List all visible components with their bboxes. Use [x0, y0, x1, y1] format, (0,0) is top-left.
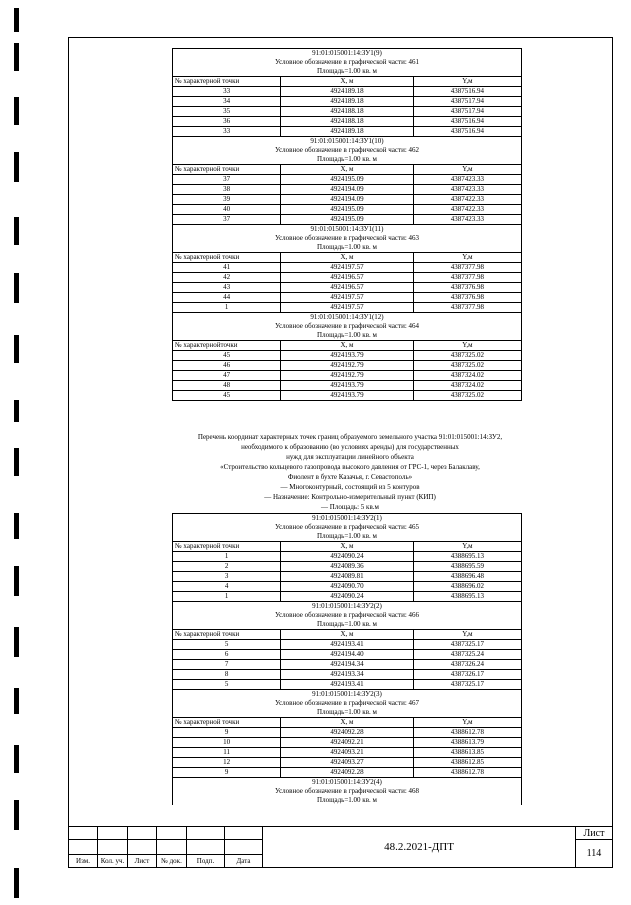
section-id: 91:01:015001:14:ЗУ1(9)	[173, 49, 522, 59]
table-row	[173, 738, 522, 748]
section-symbol: Условное обозначение в графической части: 464	[173, 322, 522, 331]
y-coordinate: 4387423.33	[413, 175, 521, 185]
sheet-number: 114	[576, 840, 613, 868]
y-coordinate: 4388613.79	[413, 738, 521, 748]
point-number: 7	[173, 660, 281, 670]
section-symbol: Условное обозначение в графической части: 463	[173, 234, 522, 243]
x-coordinate: 4924092.21	[281, 738, 414, 748]
x-coordinate: 4924197.57	[281, 263, 414, 273]
section-area: Площадь=1.00 кв. м	[173, 67, 522, 77]
coordinates-table-zu2	[172, 513, 522, 805]
y-coordinate: 4388696.02	[413, 582, 521, 592]
section-symbol: Условное обозначение в графической части: 465	[173, 523, 522, 532]
binder-mark	[14, 627, 19, 657]
binder-mark	[14, 8, 19, 32]
point-number: 34	[173, 97, 281, 107]
y-coordinate: 4388695.59	[413, 562, 521, 572]
table-row	[173, 640, 522, 650]
y-coordinate: 4388612.78	[413, 768, 521, 778]
stamp-izm: Изм.	[69, 854, 98, 867]
x-coordinate: 4924093.21	[281, 748, 414, 758]
binder-mark	[14, 400, 19, 422]
binder-mark	[14, 43, 19, 71]
x-coordinate: 4924193.79	[281, 381, 414, 391]
section-area: Площадь=1.00 кв. м	[173, 532, 522, 542]
table-row	[173, 97, 522, 107]
description-line: Фиолент в бухте Казачья, г. Севастополь»	[287, 473, 413, 481]
description-line: Перечень координат характерных точек границ образуемого земельного участка 91:01:015001:14:ЗУ2,	[197, 433, 503, 441]
y-coordinate: 4387326.24	[413, 660, 521, 670]
y-coordinate: 4387517.94	[413, 107, 521, 117]
table-row	[173, 582, 522, 592]
x-coordinate: 4924192.79	[281, 361, 414, 371]
section-id: 91:01:015001:14:ЗУ1(12)	[173, 313, 522, 323]
description-line: — Назначение: Контрольно-измерительный пункт (КИП)	[264, 493, 436, 501]
section-symbol: Условное обозначение в графической части: 468	[173, 787, 522, 796]
x-coordinate: 4924189.18	[281, 127, 414, 137]
y-coordinate: 4387377.98	[413, 273, 521, 283]
section-area: Площадь=1.00 кв. м	[173, 155, 522, 165]
y-coordinate: 4387325.02	[413, 361, 521, 371]
point-number: 33	[173, 87, 281, 97]
binder-mark	[14, 745, 19, 773]
table-row	[173, 117, 522, 127]
point-number: 6	[173, 650, 281, 660]
section-area: Площадь=1.00 кв. м	[173, 708, 522, 718]
y-coordinate: 4387423.33	[413, 185, 521, 195]
y-coordinate: 4388613.85	[413, 748, 521, 758]
table-row	[173, 127, 522, 137]
point-number: 45	[173, 351, 281, 361]
point-number: 5	[173, 680, 281, 690]
x-coordinate: 4924188.18	[281, 107, 414, 117]
column-header-point: № характерной точки	[173, 630, 281, 640]
point-number: 37	[173, 175, 281, 185]
section-id: 91:01:015001:14:ЗУ1(11)	[173, 225, 522, 235]
table-row	[173, 670, 522, 680]
point-number: 46	[173, 361, 281, 371]
x-coordinate: 4924197.57	[281, 303, 414, 313]
y-coordinate: 4387516.94	[413, 87, 521, 97]
x-coordinate: 4924193.41	[281, 680, 414, 690]
stamp-kol: Кол. уч.	[98, 854, 128, 867]
column-header-x: X, м	[281, 253, 414, 263]
y-coordinate: 4387517.94	[413, 97, 521, 107]
table-row	[173, 273, 522, 283]
table-row	[173, 293, 522, 303]
point-number: 9	[173, 768, 281, 778]
table-row	[173, 562, 522, 572]
column-header-point: № характерной точки	[173, 77, 281, 87]
binder-mark	[14, 152, 19, 182]
table-row	[173, 263, 522, 273]
section-id: 91:01:015001:14:ЗУ2(3)	[173, 690, 522, 700]
table-row	[173, 185, 522, 195]
section-id: 91:01:015001:14:ЗУ2(2)	[173, 602, 522, 612]
point-number: 35	[173, 107, 281, 117]
point-number: 33	[173, 127, 281, 137]
x-coordinate: 4924090.24	[281, 552, 414, 562]
y-coordinate: 4387325.02	[413, 351, 521, 361]
point-number: 11	[173, 748, 281, 758]
point-number: 40	[173, 205, 281, 215]
point-number: 38	[173, 185, 281, 195]
table-row	[173, 391, 522, 401]
x-coordinate: 4924194.40	[281, 650, 414, 660]
table-row	[173, 748, 522, 758]
x-coordinate: 4924189.18	[281, 97, 414, 107]
table-row	[173, 87, 522, 97]
binder-mark	[14, 800, 19, 830]
y-coordinate: 4388612.78	[413, 728, 521, 738]
x-coordinate: 4924192.79	[281, 371, 414, 381]
table-row	[173, 205, 522, 215]
coordinates-block-1	[172, 48, 522, 401]
x-coordinate: 4924195.09	[281, 215, 414, 225]
point-number: 48	[173, 381, 281, 391]
column-header-point: № характернойточки	[173, 341, 281, 351]
column-header-y: Y,м	[413, 718, 521, 728]
table-row	[173, 381, 522, 391]
binder-mark	[14, 217, 19, 245]
binder-mark	[14, 513, 19, 539]
sheet-label: Лист	[576, 827, 613, 840]
column-header-point: № характерной точки	[173, 253, 281, 263]
table-row	[173, 768, 522, 778]
point-number: 2	[173, 562, 281, 572]
description-line: «Строительство кольцевого газопровода высокого давления от ГРС-1, через Балаклаву,	[220, 463, 480, 471]
column-header-x: X, м	[281, 165, 414, 175]
description-line: — Площадь: 5 кв.м	[321, 503, 379, 511]
point-number: 1	[173, 303, 281, 313]
y-coordinate: 4387325.02	[413, 391, 521, 401]
point-number: 9	[173, 728, 281, 738]
table-row	[173, 107, 522, 117]
y-coordinate: 4387324.02	[413, 381, 521, 391]
column-header-y: Y,м	[413, 630, 521, 640]
x-coordinate: 4924196.57	[281, 283, 414, 293]
section-id: 91:01:015001:14:ЗУ2(4)	[173, 778, 522, 788]
x-coordinate: 4924093.27	[281, 758, 414, 768]
table-row	[173, 650, 522, 660]
table-row	[173, 728, 522, 738]
document-code: 48.2.2021-ДПТ	[263, 827, 576, 868]
table-row	[173, 552, 522, 562]
section-symbol: Условное обозначение в графической части: 466	[173, 611, 522, 620]
section-id: 91:01:015001:14:ЗУ1(10)	[173, 137, 522, 147]
binder-mark	[14, 868, 19, 898]
point-number: 10	[173, 738, 281, 748]
point-number: 37	[173, 215, 281, 225]
section-id: 91:01:015001:14:ЗУ2(1)	[173, 514, 522, 524]
y-coordinate: 4387325.24	[413, 650, 521, 660]
x-coordinate: 4924089.36	[281, 562, 414, 572]
table-row	[173, 361, 522, 371]
section-symbol: Условное обозначение в графической части: 467	[173, 699, 522, 708]
y-coordinate: 4387325.17	[413, 680, 521, 690]
y-coordinate: 4387516.94	[413, 127, 521, 137]
point-number: 47	[173, 371, 281, 381]
binder-mark	[14, 448, 19, 476]
point-number: 4	[173, 582, 281, 592]
table-row	[173, 351, 522, 361]
table-row	[173, 572, 522, 582]
table-row	[173, 371, 522, 381]
y-coordinate: 4388612.85	[413, 758, 521, 768]
column-header-y: Y,м	[413, 77, 521, 87]
y-coordinate: 4388695.13	[413, 592, 521, 602]
x-coordinate: 4924193.41	[281, 640, 414, 650]
table-row	[173, 680, 522, 690]
binder-mark	[14, 566, 19, 596]
binder-mark	[14, 97, 19, 125]
column-header-y: Y,м	[413, 165, 521, 175]
y-coordinate: 4387325.17	[413, 640, 521, 650]
binder-mark	[14, 688, 19, 714]
x-coordinate: 4924194.09	[281, 195, 414, 205]
section-symbol: Условное обозначение в графической части: 462	[173, 146, 522, 155]
y-coordinate: 4388695.13	[413, 552, 521, 562]
y-coordinate: 4387377.98	[413, 303, 521, 313]
point-number: 1	[173, 552, 281, 562]
binder-mark	[14, 335, 19, 363]
point-number: 45	[173, 391, 281, 401]
x-coordinate: 4924092.28	[281, 728, 414, 738]
description-line: — Многоконтурный, состоящий из 5 контуров	[280, 483, 420, 491]
column-header-y: Y,м	[413, 341, 521, 351]
table-row	[173, 758, 522, 768]
y-coordinate: 4387516.94	[413, 117, 521, 127]
x-coordinate: 4924194.34	[281, 660, 414, 670]
y-coordinate: 4387324.02	[413, 371, 521, 381]
stamp-podp: Подп.	[187, 854, 225, 867]
point-number: 43	[173, 283, 281, 293]
column-header-point: № характерной точки	[173, 542, 281, 552]
description-line: необходимого к образованию (во условиях аренды) для государственных	[241, 443, 459, 451]
table-row	[173, 195, 522, 205]
stamp-data: Дата	[225, 854, 263, 867]
column-header-y: Y,м	[413, 253, 521, 263]
column-header-x: X, м	[281, 542, 414, 552]
column-header-y: Y,м	[413, 542, 521, 552]
x-coordinate: 4924195.09	[281, 175, 414, 185]
column-header-point: № характерной точки	[173, 718, 281, 728]
point-number: 39	[173, 195, 281, 205]
x-coordinate: 4924197.57	[281, 293, 414, 303]
column-header-x: X, м	[281, 77, 414, 87]
point-number: 42	[173, 273, 281, 283]
table-row	[173, 175, 522, 185]
coordinates-table-zu1	[172, 48, 522, 401]
point-number: 12	[173, 758, 281, 768]
description-line: нужд для эксплуатации линейного объекта	[286, 453, 414, 461]
section-area: Площадь=1.00 кв. м	[173, 331, 522, 341]
y-coordinate: 4387422.33	[413, 195, 521, 205]
table-row	[173, 283, 522, 293]
coordinates-block-2	[172, 513, 522, 805]
section-symbol: Условное обозначение в графической части: 461	[173, 58, 522, 67]
y-coordinate: 4387376.98	[413, 293, 521, 303]
y-coordinate: 4387376.98	[413, 283, 521, 293]
point-number: 1	[173, 592, 281, 602]
x-coordinate: 4924195.09	[281, 205, 414, 215]
table-row	[173, 660, 522, 670]
stamp-ndok: № док.	[157, 854, 187, 867]
table-row	[173, 592, 522, 602]
x-coordinate: 4924193.34	[281, 670, 414, 680]
section-area: Площадь=1.00 кв. м	[173, 243, 522, 253]
x-coordinate: 4924188.18	[281, 117, 414, 127]
point-number: 41	[173, 263, 281, 273]
y-coordinate: 4387422.33	[413, 205, 521, 215]
y-coordinate: 4387423.33	[413, 215, 521, 225]
column-header-point: № характерной точки	[173, 165, 281, 175]
table-row	[173, 303, 522, 313]
y-coordinate: 4388696.48	[413, 572, 521, 582]
point-number: 8	[173, 670, 281, 680]
point-number: 5	[173, 640, 281, 650]
stamp-list: Лист	[128, 854, 157, 867]
x-coordinate: 4924194.09	[281, 185, 414, 195]
parcel-description	[150, 432, 550, 512]
column-header-x: X, м	[281, 630, 414, 640]
x-coordinate: 4924193.79	[281, 351, 414, 361]
section-area: Площадь=1.00 кв. м	[173, 620, 522, 630]
point-number: 36	[173, 117, 281, 127]
section-area: Площадь=1.00 кв. м	[173, 796, 522, 805]
x-coordinate: 4924092.28	[281, 768, 414, 778]
point-number: 44	[173, 293, 281, 303]
x-coordinate: 4924196.57	[281, 273, 414, 283]
x-coordinate: 4924193.79	[281, 391, 414, 401]
x-coordinate: 4924090.24	[281, 592, 414, 602]
x-coordinate: 4924189.18	[281, 87, 414, 97]
title-block	[68, 826, 613, 868]
x-coordinate: 4924090.70	[281, 582, 414, 592]
column-header-x: X, м	[281, 341, 414, 351]
table-row	[173, 215, 522, 225]
y-coordinate: 4387326.17	[413, 670, 521, 680]
binder-mark	[14, 273, 19, 303]
y-coordinate: 4387377.98	[413, 263, 521, 273]
point-number: 3	[173, 572, 281, 582]
column-header-x: X, м	[281, 718, 414, 728]
x-coordinate: 4924089.81	[281, 572, 414, 582]
